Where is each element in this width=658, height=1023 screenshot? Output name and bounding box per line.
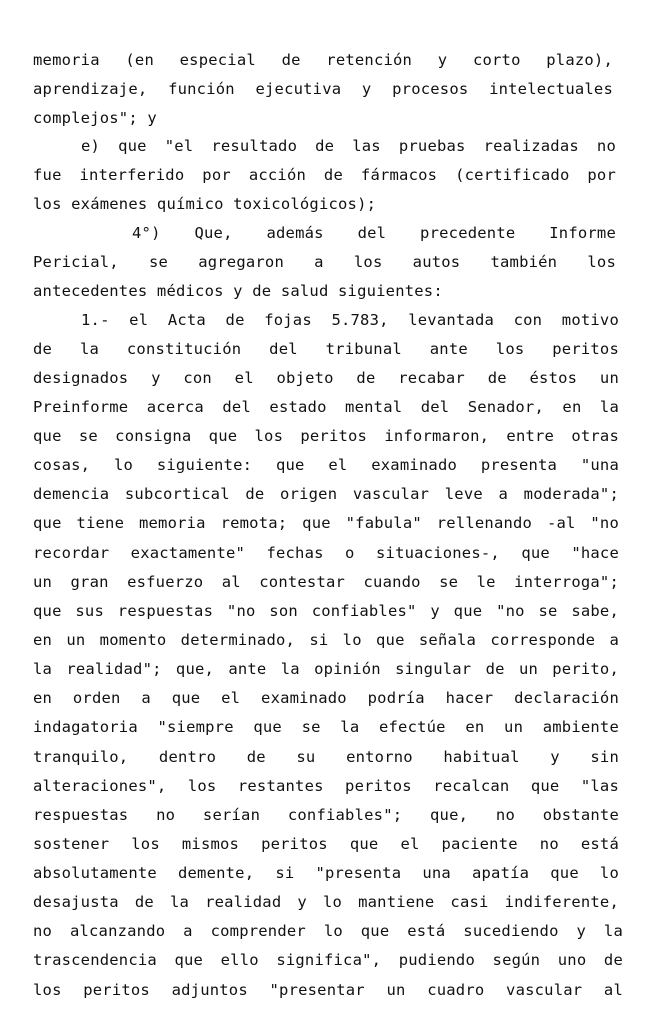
text-line: e) que "el resultado de las pruebas realizadas no (81, 137, 616, 155)
text-line: la realidad"; que, ante la opinión singular de un perito, (33, 660, 619, 678)
text-line: un gran esfuerzo al contestar cuando se le interroga"; (33, 573, 619, 591)
text-line: los peritos adjuntos "presentar un cuadro vascular al (33, 981, 623, 999)
text-line: que se consigna que los peritos informaron, entre otras (33, 427, 619, 445)
text-line: antecedentes médicos y de salud siguientes: (33, 282, 443, 300)
text-line: los exámenes químico toxicológicos); (33, 195, 377, 213)
text-line: respuestas no serían confiables"; que, no obstante (33, 806, 619, 824)
text-line: recordar exactamente" fechas o situaciones-, que "hace (33, 544, 619, 562)
text-line: Preinforme acerca del estado mental del Senador, en la (33, 398, 619, 416)
text-line: fue interferido por acción de fármacos (certificado por (33, 166, 616, 184)
text-line: de la constitución del tribunal ante los peritos (33, 340, 619, 358)
text-line: demencia subcortical de origen vascular leve a moderada"; (33, 485, 619, 503)
text-line: memoria (en especial de retención y corto plazo), (33, 51, 613, 69)
text-line: 4°) Que, además del precedente Informe (132, 224, 616, 242)
text-line: 1.- el Acta de fojas 5.783, levantada con motivo (81, 311, 619, 329)
text-line: complejos"; y (33, 109, 157, 127)
text-line: en orden a que el examinado podría hacer declaración (33, 689, 619, 707)
text-line: tranquilo, dentro de su entorno habitual y sin (33, 748, 619, 766)
text-line: no alcanzando a comprender lo que está sucediendo y la (33, 922, 623, 940)
text-line: que tiene memoria remota; que "fabula" rellenando -al "no (33, 514, 619, 532)
text-line: indagatoria "siempre que se la efectúe en un ambiente (33, 718, 619, 736)
text-line: desajusta de la realidad y lo mantiene casi indiferente, (33, 893, 619, 911)
text-line: en un momento determinado, si lo que señala corresponde a (33, 631, 619, 649)
text-line: alteraciones", los restantes peritos recalcan que "las (33, 777, 619, 795)
text-line: aprendizaje, función ejecutiva y procesos intelectuales (33, 80, 613, 98)
text-line: Pericial, se agregaron a los autos también los (33, 253, 616, 271)
text-line: que sus respuestas "no son confiables" y que "no se sabe, (33, 602, 619, 620)
text-line: absolutamente demente, si "presenta una apatía que lo (33, 864, 619, 882)
text-line: trascendencia que ello significa", pudiendo según uno de (33, 951, 623, 969)
text-line: sostener los mismos peritos que el paciente no está (33, 835, 619, 853)
text-line: cosas, lo siguiente: que el examinado presenta "una (33, 456, 619, 474)
text-line: designados y con el objeto de recabar de éstos un (33, 369, 619, 387)
